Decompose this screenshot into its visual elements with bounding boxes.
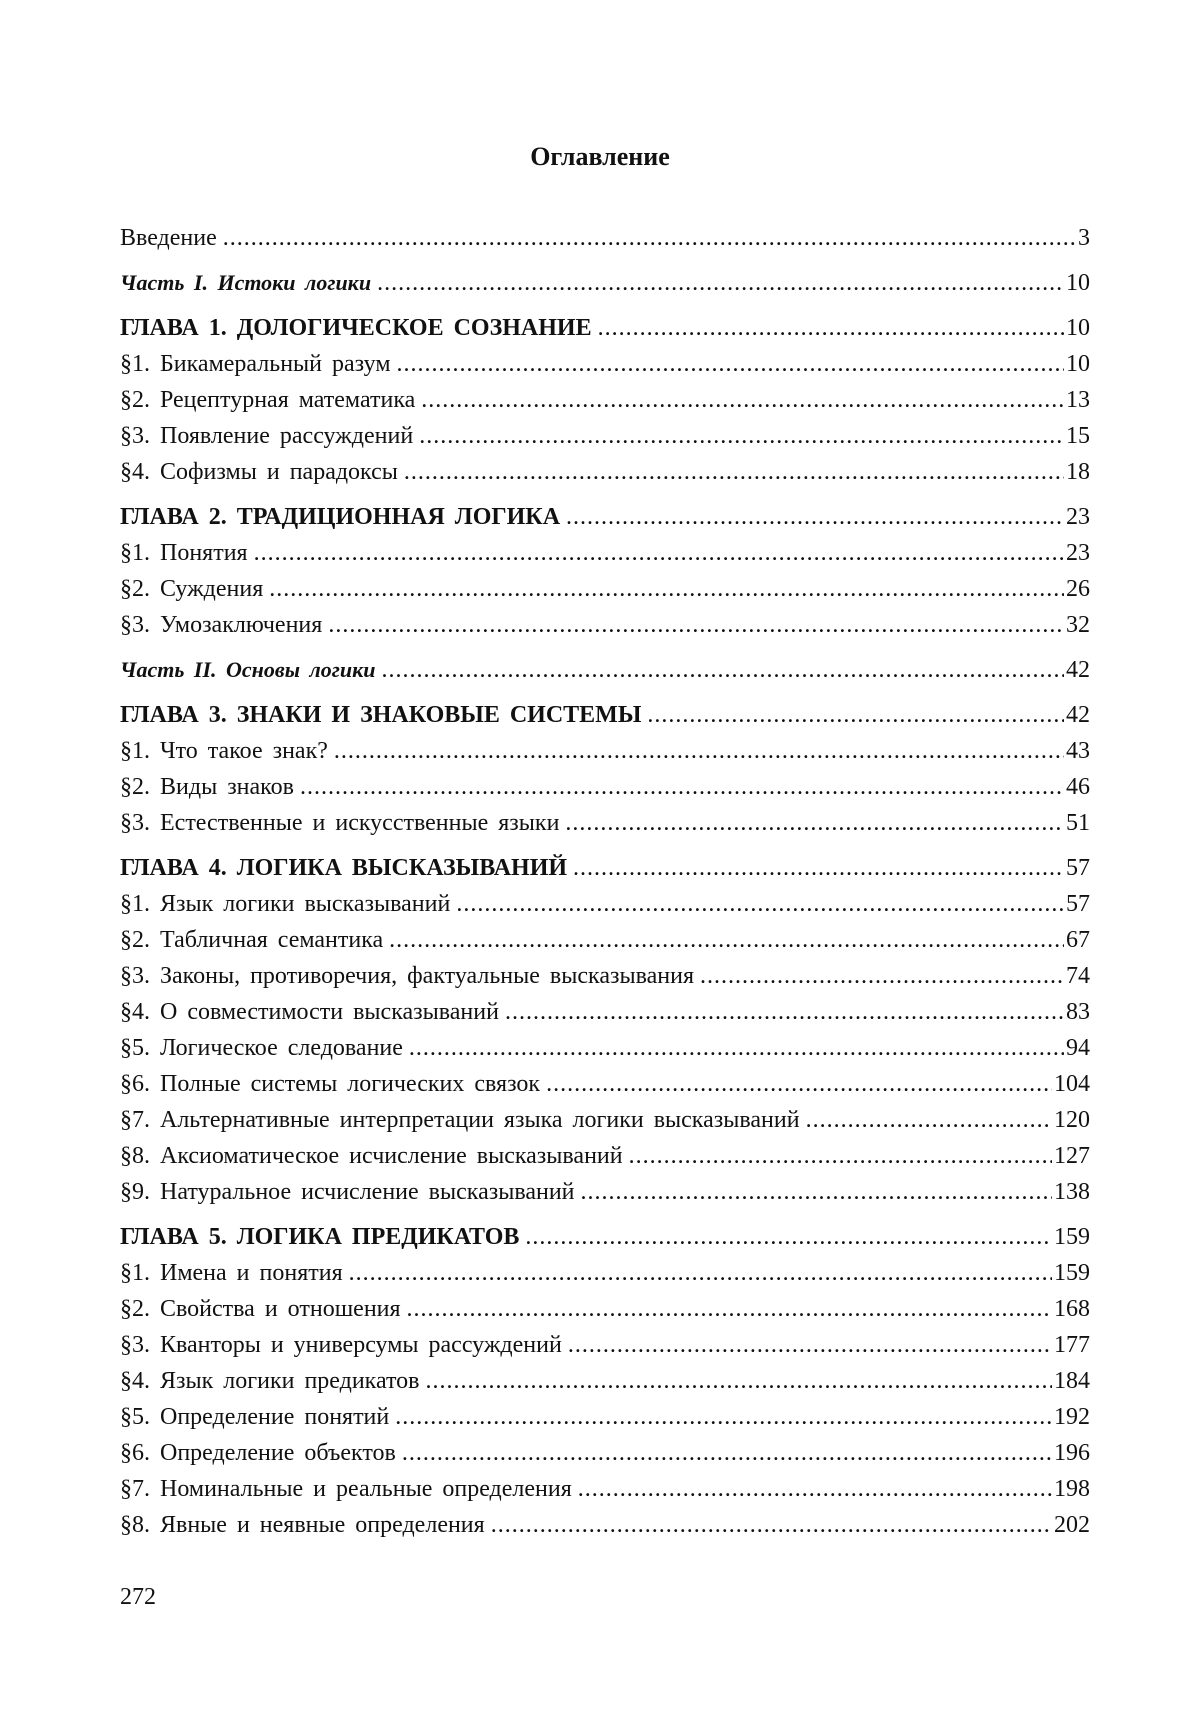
toc-part-entry (120, 265, 1090, 301)
toc-entry-page: 10 (1066, 315, 1090, 341)
toc-entry-label: §6. Определение объектов (120, 1440, 396, 1466)
toc-section-entry (120, 454, 1090, 490)
dot-leader (419, 418, 1064, 454)
toc-entry-page: 104 (1054, 1071, 1090, 1097)
toc-intro-entry (120, 220, 1090, 256)
toc-entry-label: §4. Софизмы и парадоксы (120, 459, 398, 485)
dot-leader (806, 1102, 1052, 1138)
toc-entry-label: §2. Рецептурная математика (120, 387, 416, 413)
toc-section-entry (120, 607, 1090, 643)
toc-chapter-entry (120, 850, 1090, 886)
toc-entry-label: ГЛАВА 1. ДОЛОГИЧЕСКОЕ СОЗНАНИЕ (120, 315, 592, 341)
toc-entry-label: ГЛАВА 3. ЗНАКИ И ЗНАКОВЫЕ СИСТЕМЫ (120, 702, 642, 728)
toc-entry-page: 94 (1066, 1035, 1090, 1061)
toc-entry-page: 192 (1054, 1404, 1090, 1430)
dot-leader (269, 571, 1064, 607)
toc-entry-page: 196 (1054, 1440, 1090, 1466)
toc-entry-page: 127 (1054, 1143, 1090, 1169)
toc-entry-page: 83 (1066, 999, 1090, 1025)
toc-section-entry (120, 1327, 1090, 1363)
toc-section-entry (120, 1507, 1090, 1543)
toc-entry-page: 198 (1054, 1476, 1090, 1502)
toc-section-entry (120, 1471, 1090, 1507)
toc-entry-label: §9. Натуральное исчисление высказываний (120, 1179, 575, 1205)
toc-entry-page: 15 (1066, 423, 1090, 449)
dot-leader (397, 346, 1064, 382)
toc-entry-label: §3. Умозаключения (120, 612, 323, 638)
toc-section-entry (120, 769, 1090, 805)
toc-entry-label: §7. Альтернативные интерпретации языка логики высказываний (120, 1107, 800, 1133)
toc-entry-label: §1. Язык логики высказываний (120, 891, 451, 917)
dot-leader (328, 607, 1064, 643)
dot-leader (629, 1138, 1052, 1174)
toc-entry-label: §2. Табличная семантика (120, 927, 384, 953)
dot-leader (389, 922, 1064, 958)
toc-entry-page: 51 (1066, 810, 1090, 836)
toc-chapter-entry (120, 697, 1090, 733)
dot-leader (581, 1174, 1052, 1210)
table-of-contents (120, 220, 1090, 1543)
dot-leader (349, 1255, 1052, 1291)
toc-entry-label: §6. Полные системы логических связок (120, 1071, 541, 1097)
toc-entry-page: 46 (1066, 774, 1090, 800)
toc-entry-label: §1. Бикамеральный разум (120, 351, 391, 377)
dot-leader (421, 382, 1064, 418)
toc-entry-label: §3. Законы, противоречия, фактуальные высказывания (120, 963, 694, 989)
toc-title: Оглавление (530, 142, 670, 171)
toc-section-entry (120, 733, 1090, 769)
toc-entry-page: 23 (1066, 540, 1090, 566)
toc-section-entry (120, 1138, 1090, 1174)
toc-entry-page: 43 (1066, 738, 1090, 764)
toc-entry-page: 202 (1054, 1512, 1090, 1538)
toc-section-entry (120, 1291, 1090, 1327)
dot-leader (223, 220, 1076, 256)
toc-entry-page: 23 (1066, 504, 1090, 530)
toc-chapter-entry (120, 310, 1090, 346)
toc-part-entry (120, 652, 1090, 688)
toc-entry-label: §1. Что такое знак? (120, 738, 328, 764)
toc-chapter-entry (120, 1219, 1090, 1255)
dot-leader (395, 1399, 1052, 1435)
toc-entry-label: ГЛАВА 2. ТРАДИЦИОННАЯ ЛОГИКА (120, 504, 561, 530)
toc-section-entry (120, 1030, 1090, 1066)
toc-entry-page: 42 (1066, 657, 1090, 683)
toc-entry-page: 26 (1066, 576, 1090, 602)
toc-entry-page: 3 (1078, 225, 1090, 251)
toc-entry-page: 168 (1054, 1296, 1090, 1322)
toc-entry-page: 32 (1066, 612, 1090, 638)
dot-leader (566, 499, 1064, 535)
toc-entry-label: §1. Имена и понятия (120, 1260, 343, 1286)
dot-leader (525, 1219, 1052, 1255)
toc-entry-page: 57 (1066, 891, 1090, 917)
toc-entry-label: §7. Номинальные и реальные определения (120, 1476, 572, 1502)
toc-section-entry (120, 1174, 1090, 1210)
toc-section-entry (120, 382, 1090, 418)
dot-leader (404, 454, 1064, 490)
toc-entry-page: 67 (1066, 927, 1090, 953)
toc-entry-label: §1. Понятия (120, 540, 248, 566)
toc-entry-label: §4. Язык логики предикатов (120, 1368, 420, 1394)
toc-entry-page: 138 (1054, 1179, 1090, 1205)
dot-leader (546, 1066, 1052, 1102)
toc-section-entry (120, 1435, 1090, 1471)
toc-entry-label: §5. Логическое следование (120, 1035, 403, 1061)
toc-entry-page: 57 (1066, 855, 1090, 881)
toc-section-entry (120, 1066, 1090, 1102)
toc-entry-label: §3. Кванторы и универсумы рассуждений (120, 1332, 562, 1358)
page-number: 272 (120, 1584, 156, 1610)
toc-section-entry (120, 535, 1090, 571)
toc-section-entry (120, 418, 1090, 454)
toc-section-entry (120, 571, 1090, 607)
toc-entry-page: 42 (1066, 702, 1090, 728)
toc-section-entry (120, 958, 1090, 994)
toc-section-entry (120, 1255, 1090, 1291)
toc-entry-label: §3. Естественные и искусственные языки (120, 810, 560, 836)
toc-entry-label: ГЛАВА 4. ЛОГИКА ВЫСКАЗЫВАНИЙ (120, 855, 568, 881)
dot-leader (598, 310, 1064, 346)
toc-entry-label: ГЛАВА 5. ЛОГИКА ПРЕДИКАТОВ (120, 1224, 520, 1250)
dot-leader (300, 769, 1064, 805)
dot-leader (402, 1435, 1052, 1471)
toc-entry-page: 10 (1066, 351, 1090, 377)
toc-entry-label: §4. О совместимости высказываний (120, 999, 499, 1025)
dot-leader (700, 958, 1064, 994)
toc-entry-label: §2. Свойства и отношения (120, 1296, 401, 1322)
toc-entry-label: §2. Виды знаков (120, 774, 294, 800)
toc-entry-label: §3. Появление рассуждений (120, 423, 414, 449)
toc-section-entry (120, 805, 1090, 841)
toc-section-entry (120, 1399, 1090, 1435)
dot-leader (578, 1471, 1052, 1507)
dot-leader (334, 733, 1064, 769)
dot-leader (573, 850, 1064, 886)
toc-entry-page: 10 (1066, 270, 1090, 296)
dot-leader (409, 1030, 1064, 1066)
toc-entry-label: Часть I. Истоки логики (120, 270, 372, 295)
dot-leader (456, 886, 1064, 922)
dot-leader (565, 805, 1064, 841)
dot-leader (568, 1327, 1052, 1363)
dot-leader (377, 265, 1064, 301)
toc-entry-label: §2. Суждения (120, 576, 264, 602)
toc-entry-page: 120 (1054, 1107, 1090, 1133)
toc-entry-page: 159 (1054, 1260, 1090, 1286)
toc-entry-label: Введение (120, 225, 217, 251)
toc-entry-label: §5. Определение понятий (120, 1404, 390, 1430)
toc-entry-page: 18 (1066, 459, 1090, 485)
toc-section-entry (120, 1102, 1090, 1138)
toc-entry-label: §8. Явные и неявные определения (120, 1512, 485, 1538)
dot-leader (491, 1507, 1052, 1543)
toc-section-entry (120, 922, 1090, 958)
dot-leader (407, 1291, 1052, 1327)
toc-entry-label: §8. Аксиоматическое исчисление высказываний (120, 1143, 623, 1169)
toc-section-entry (120, 346, 1090, 382)
dot-leader (505, 994, 1064, 1030)
dot-leader (647, 697, 1064, 733)
dot-leader (254, 535, 1064, 571)
toc-entry-page: 159 (1054, 1224, 1090, 1250)
dot-leader (426, 1363, 1052, 1399)
toc-entry-page: 177 (1054, 1332, 1090, 1358)
toc-entry-label: Часть II. Основы логики (120, 657, 376, 682)
toc-section-entry (120, 1363, 1090, 1399)
toc-entry-page: 13 (1066, 387, 1090, 413)
toc-chapter-entry (120, 499, 1090, 535)
dot-leader (382, 652, 1064, 688)
toc-entry-page: 184 (1054, 1368, 1090, 1394)
toc-section-entry (120, 886, 1090, 922)
toc-section-entry (120, 994, 1090, 1030)
toc-entry-page: 74 (1066, 963, 1090, 989)
